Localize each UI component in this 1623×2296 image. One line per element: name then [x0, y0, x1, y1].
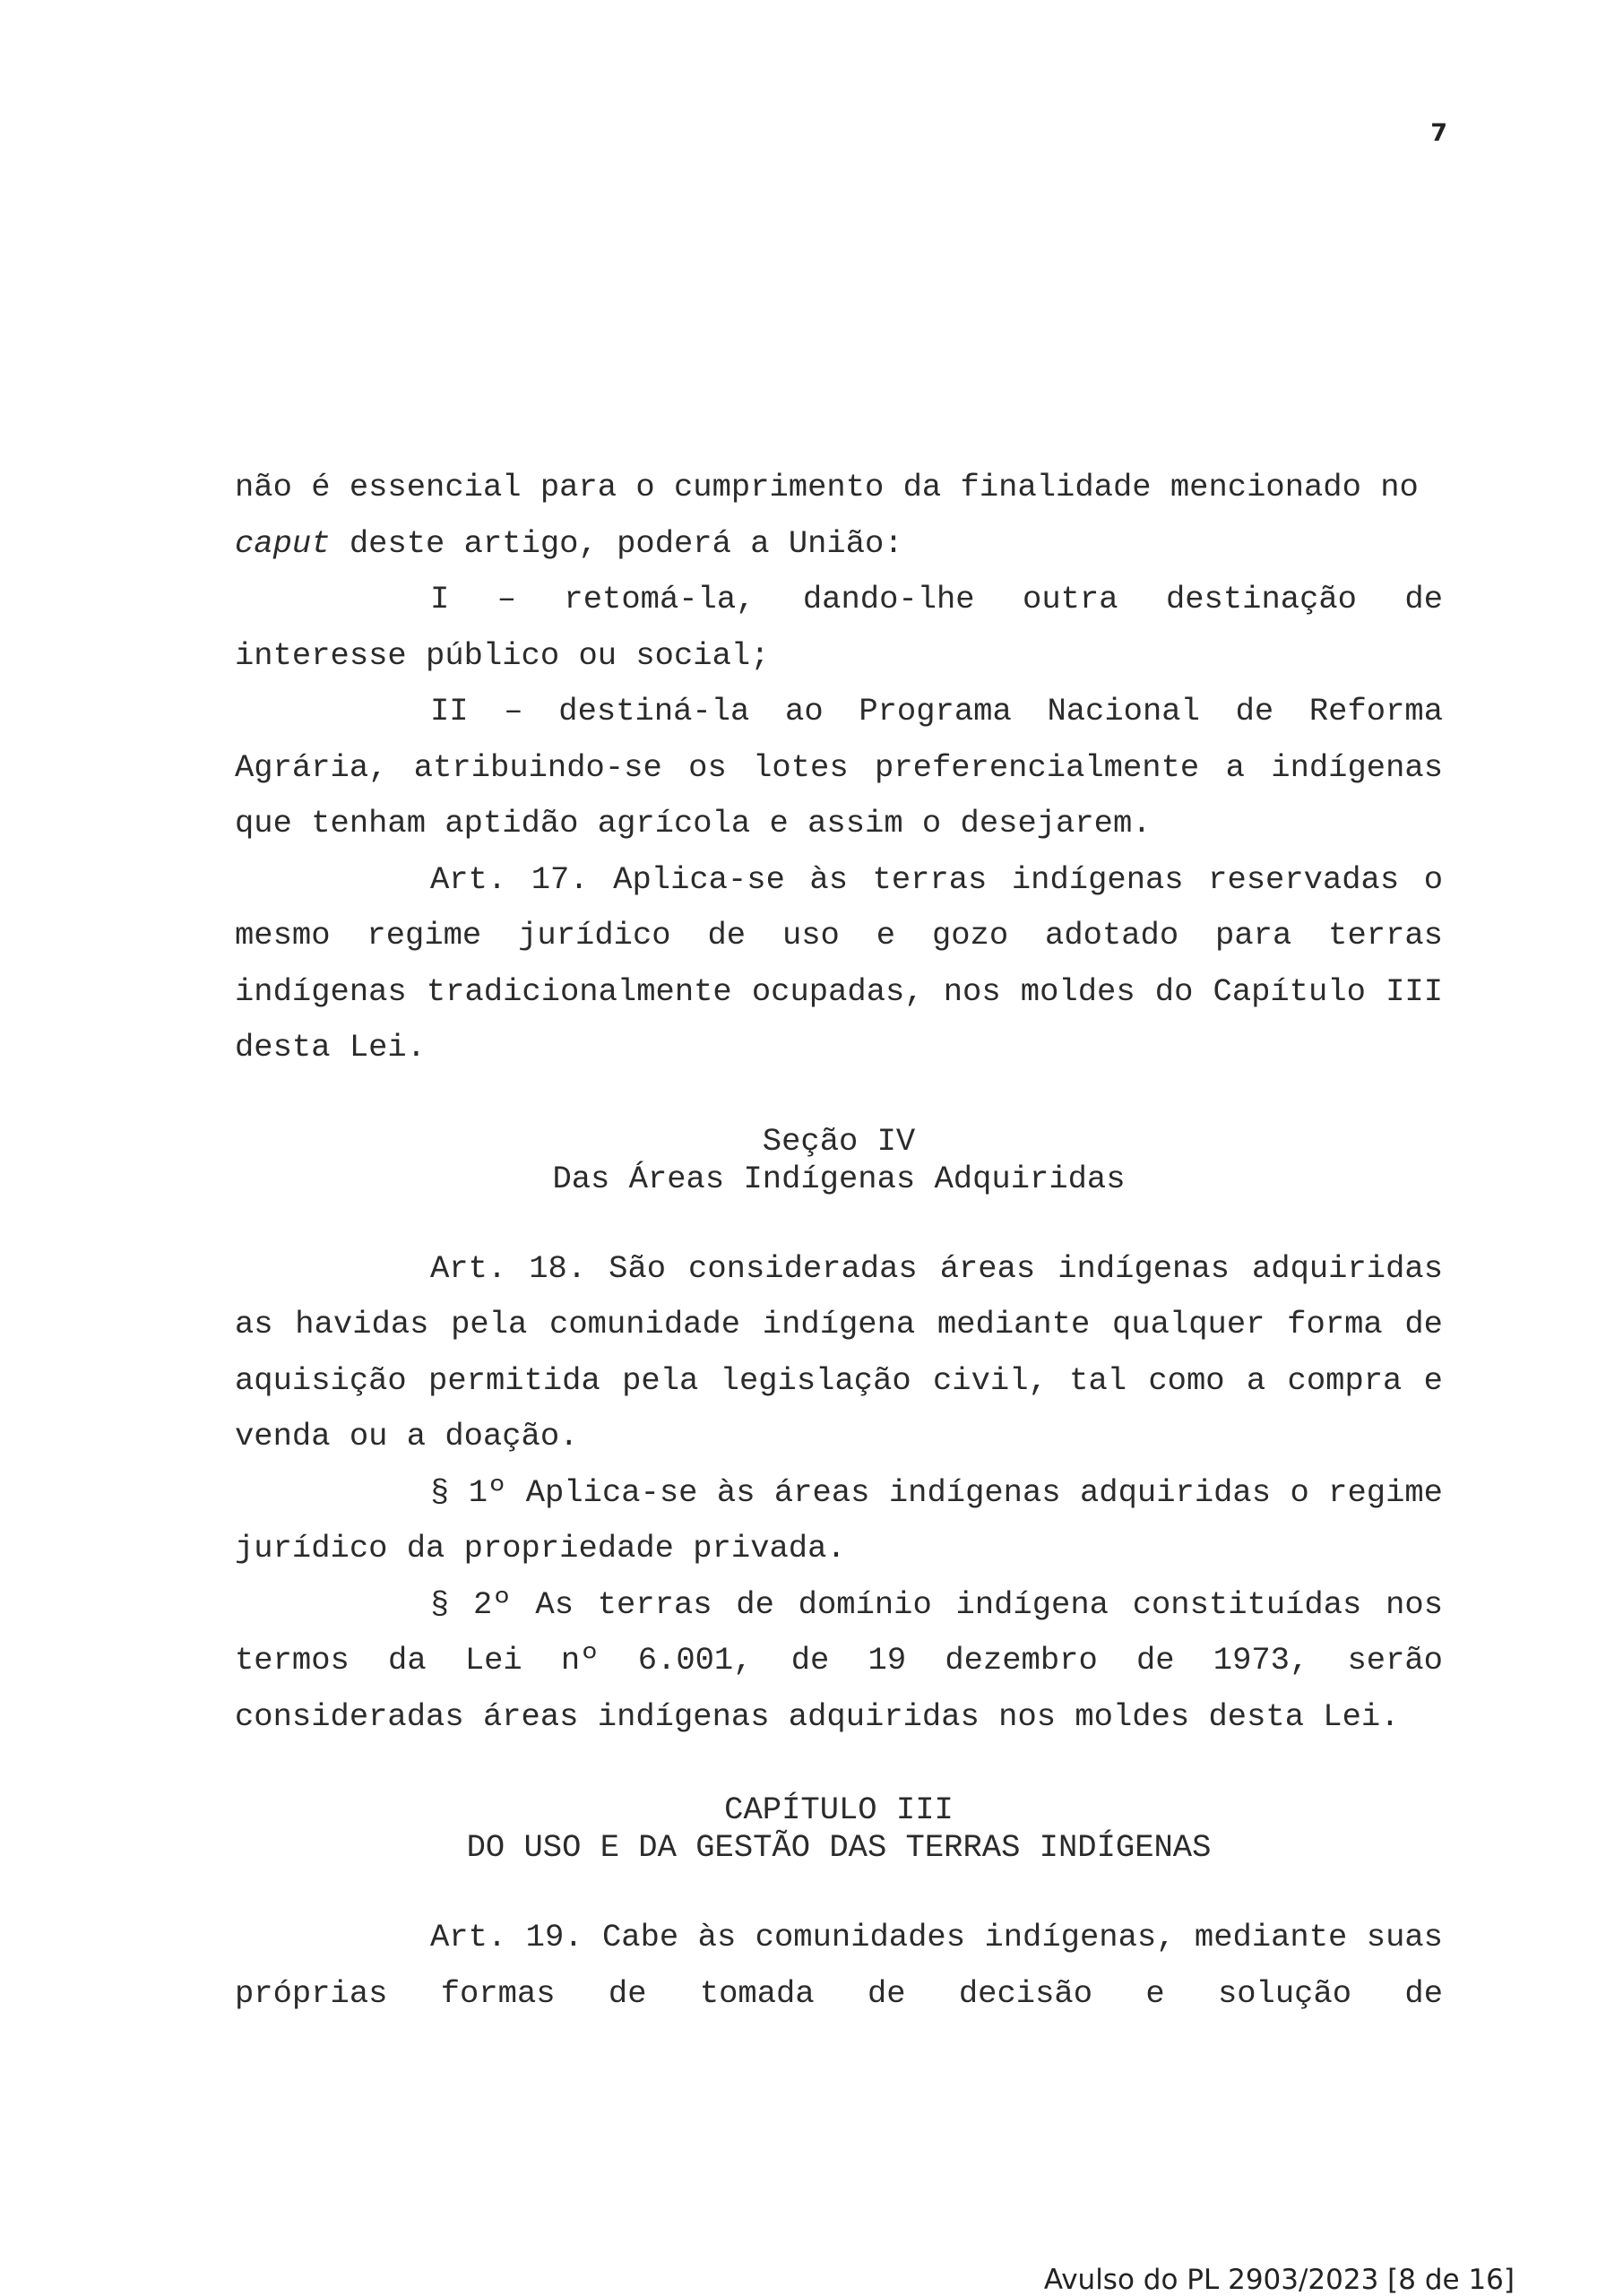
paragraph-text: não é essencial para o cumprimento da finalidade mencionado no	[235, 469, 1419, 505]
spacer	[235, 1867, 1443, 1910]
spacer	[235, 1198, 1443, 1241]
article-18-paragraph-1: § 1º Aplica-se às áreas indígenas adquiridas o regime jurídico da propriedade privada.	[235, 1473, 1443, 1567]
article-18-paragraph-2: § 2º As terras de domínio indígena constituídas nos termos da Lei nº 6.001, de 19 dezembro de 1973, serão consideradas áreas indígenas adquiridas nos moldes desta Lei.	[235, 1585, 1443, 1735]
inciso-ii: II – destiná-la ao Programa Nacional de Reforma Agrária, atribuindo-se os lotes preferencialmente a indígenas que tenham aptidão agrícola e assim o desejarem.	[235, 693, 1443, 842]
spacer	[235, 1076, 1443, 1123]
chapter-title: CAPÍTULO III	[724, 1791, 954, 1828]
article-17: Art. 17. Aplica-se às terras indígenas reservadas o mesmo regime jurídico de uso e gozo adotado para terras indígenas tradicionalmente ocupadas, nos moldes do Capítulo III desta Lei.	[235, 860, 1443, 1066]
section-title: Seção IV	[762, 1122, 916, 1160]
spacer	[235, 1745, 1443, 1791]
section-subtitle: Das Áreas Indígenas Adquiridas	[552, 1160, 1126, 1197]
paragraph-caput	[235, 516, 1443, 573]
article-18: Art. 18. São consideradas áreas indígenas adquiridas as havidas pela comunidade indígena mediante qualquer forma de aquisição permitida pela legislação civil, tal como a compra e venda ou a doação.	[235, 1249, 1443, 1454]
paragraph-text: deste artigo, poderá a União:	[330, 524, 903, 562]
chapter-subtitle: DO USO E DA GESTÃO DAS TERRAS INDÍGENAS	[466, 1829, 1212, 1866]
article-19: Art. 19. Cabe às comunidades indígenas, mediante suas próprias formas de tomada de decisão e solução de	[235, 1919, 1443, 2012]
inciso-i: I – retomá-la, dando-lhe outra destinação de interesse público ou social;	[235, 581, 1443, 674]
italic-term: caput	[235, 524, 331, 562]
paragraph-continuation	[235, 460, 1443, 516]
page-number: 7	[1430, 119, 1447, 147]
document-body	[235, 460, 1443, 2022]
footer-reference: Avulso do PL 2903/2023 [8 de 16]	[1043, 2264, 1515, 2296]
